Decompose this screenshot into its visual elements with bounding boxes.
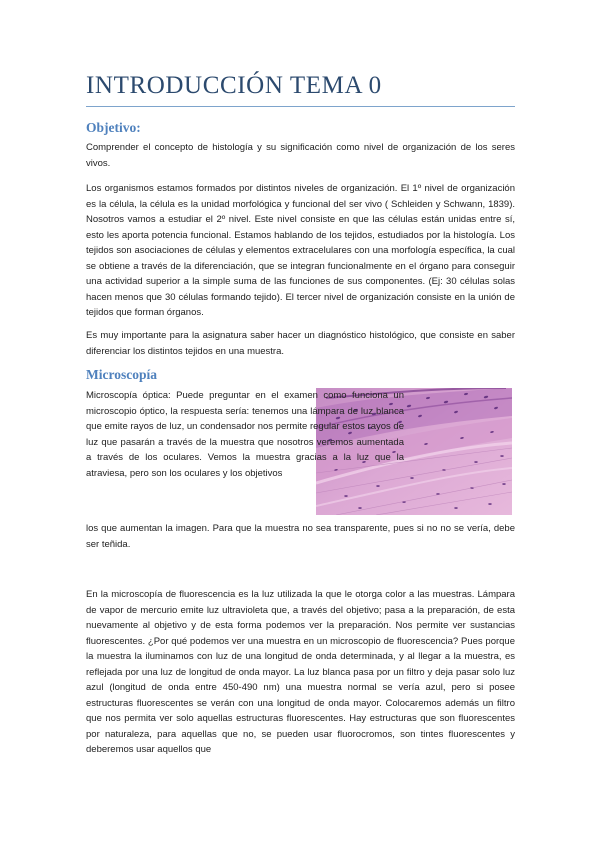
paragraph-diagnosis: Es muy importante para la asignatura saber hacer un diagnóstico histológico, que consiste en saber diferenciar los distintos tejidos en una muestra. xyxy=(86,330,515,357)
page-title: INTRODUCCIÓN TEMA 0 xyxy=(86,72,382,99)
paragraph-optical-microscopy-continued: los que aumentan la imagen. Para que la muestra no sea transparente, pues si no no se vería, debe ser teñida. xyxy=(86,523,515,550)
section-heading-objetivo: Objetivo: xyxy=(86,120,141,135)
paragraph-optical-microscopy: Microscopía óptica: Puede preguntar en el examen como funciona un microscopio óptico, la respuesta sería: tenemos una lámpara de luz blanca que emite rayos de luz, un condensador nos permite regular estos rayos de luz que pasarán a través de la muestra que nosotros veremos aumentada a través de los oculares. Vemos la muestra gracias a la luz que la atraviesa, pero son los oculares y los objetivos xyxy=(86,390,404,479)
section-heading-microscopia: Microscopía xyxy=(86,367,157,382)
paragraph-organization-levels: Los organismos estamos formados por distintos niveles de organización. El 1º nivel de organización es la célula, la célula es la unidad morfológica y funcional del ser vivo ( Schleiden y Schwann, 1839). Nosotros vamos a estudiar el 2º nivel. Este nivel consiste en que las células están unidas entre sí, esto les aporta potencia funcional. Estamos hablando de los tejidos, estudiados por la histología. Los tejidos son asociaciones de células y elementos extracelulares con una morfología específica, la cual se obtiene a través de la diferenciación, que se integran funcionalmente en el órgano para conseguir una actividad superior a la simple suma de las funciones de sus componentes. (Ej: 30 células solas hacen menos que 30 células formando tejido). El tercer nivel de organización consiste en la unión de tejidos que forman órganos. xyxy=(86,183,515,318)
paragraph-fluorescence-microscopy: En la microscopía de fluorescencia es la luz utilizada la que le otorga color a las muestras. Lámpara de vapor de mercurio emite luz ultravioleta que, a través del objetivo; pasa a la preparación, de esta nuevamente al objetivo y de esta forma podemos ver la preparación. Nos permite ver sustancias fluorescentes. ¿Por qué podemos ver una muestra en un microscopio de fluorescencia? Pues porque la muestra la iluminamos con luz de una longitud de onda determinada, y al llegar a la muestra, es reflejada por una luz de longitud de onda mayor. La luz blanca pasa por un filtro y deja pasar solo luz azul (longitud de onda entre 450-490 nm) una muestra normal se vería azul, pero si posee estructuras fluorescentes se verán con una longitud de onda mayor. Colocaremos además un filtro que nos permita ver solo aquellas estructuras fluorescentes. Hay estructuras que son fluorescentes por naturaleza, para aquellas que no, se pueden usar fluorocromos, son tintes fluorescentes y deberemos usar aquellos que xyxy=(86,589,515,755)
title-underline xyxy=(86,106,515,107)
paragraph-objective: Comprender el concepto de histología y su significación como nivel de organización de los seres vivos. xyxy=(86,142,515,169)
